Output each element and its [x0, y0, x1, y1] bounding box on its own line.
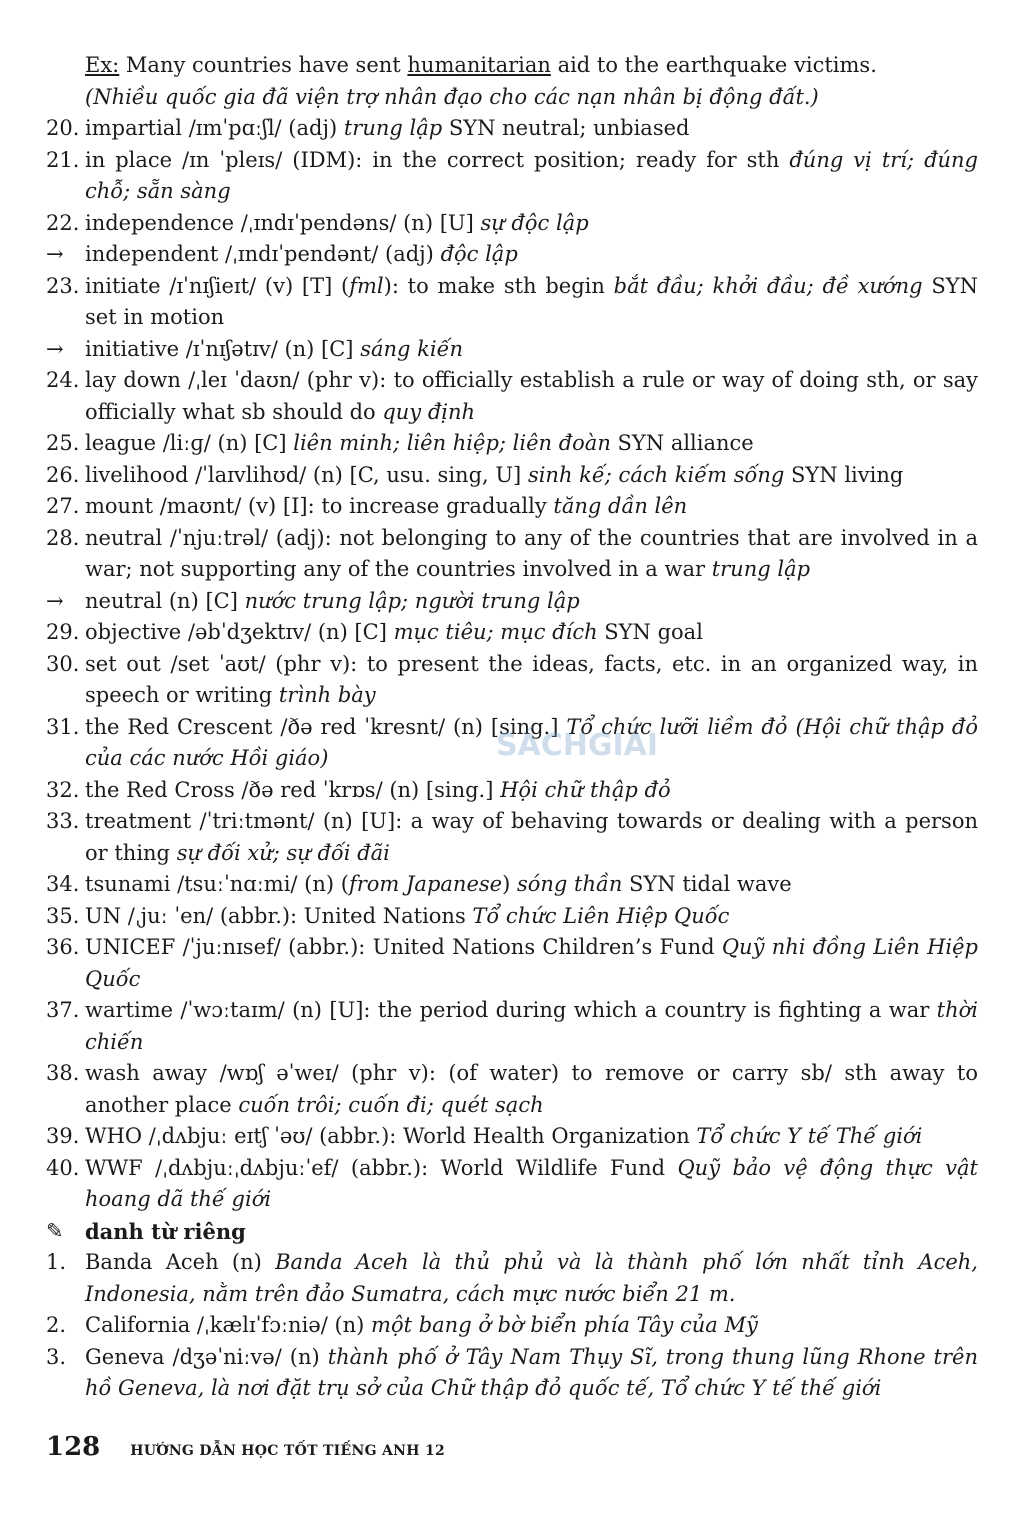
entry-english: lay down /ˌleɪ ˈdaʊn/ (phr v): to officially establish a rule or way of doing sth, or say officially what sb should do: [85, 368, 978, 424]
entry-vietnamese: một bang ở bờ biển phía Tây của Mỹ: [371, 1313, 758, 1337]
entry-vietnamese: sinh kế; cách kiếm sống: [527, 462, 785, 487]
entry-english-2: ): [502, 872, 517, 896]
entry-vietnamese: tăng dần lên: [553, 494, 688, 518]
vocab-entry: [46, 428, 978, 460]
proper-noun-entry: [46, 1342, 978, 1405]
entry-number: 37.: [46, 998, 80, 1022]
entry-english-2: ): to make sth begin: [383, 273, 614, 298]
vocab-entry: [46, 145, 978, 208]
watermark-logo: SÁCHGIẢI: [495, 727, 659, 763]
entry-english: WWF /ˌdʌbjuːˌdʌbjuːˈef/ (abbr.): World Wildlife Fund: [85, 1155, 678, 1180]
entry-vietnamese: Tổ chức lưỡi liềm đỏ (Hội chữ thập đỏ của các nước Hồi giáo): [85, 714, 978, 770]
entry-vietnamese: sự độc lập: [480, 210, 589, 235]
entry-number: 38.: [46, 1061, 80, 1085]
vocab-entry: [46, 775, 978, 807]
entry-vietnamese: sáng kiến: [360, 336, 464, 361]
entry-vietnamese: đúng vị trí; đúng chỗ; sẵn sàng: [85, 147, 979, 203]
example-label: Ex:: [85, 53, 120, 77]
vocab-entry: [46, 806, 978, 869]
entry-body: [85, 1247, 978, 1310]
proper-noun-entry: [46, 1247, 978, 1310]
entry-number: 26.: [46, 462, 80, 487]
entry-english-2: SYN alliance: [610, 431, 754, 455]
entry-english-2: SYN goal: [597, 620, 703, 644]
vocab-entry: [46, 869, 978, 901]
entry-body: [85, 365, 978, 428]
entry-english-2: SYN living: [784, 462, 904, 487]
entry-vietnamese: mục tiêu; mục đích: [393, 620, 598, 644]
vocab-entry: [46, 712, 978, 775]
entry-body: [85, 712, 978, 775]
entry-number: 32.: [46, 777, 80, 802]
entry-number: 28.: [46, 525, 80, 550]
vocab-entry: [46, 586, 978, 618]
entry-number: 22.: [46, 210, 80, 235]
vocab-entry: [46, 1121, 978, 1153]
page-number: 128: [46, 1432, 101, 1462]
entry-vietnamese: Quỹ bảo vệ động thực vật hoang dã thế giới: [85, 1155, 978, 1211]
entry-number: →: [46, 336, 64, 361]
entry-vietnamese: trung lập: [343, 116, 443, 140]
entry-english: initiate /ɪˈnɪʃieɪt/ (v) [T] (: [85, 273, 350, 298]
book-title: HƯỚNG DẪN HỌC TỐT TIẾNG ANH 12: [130, 1443, 446, 1459]
entry-english: independent /ˌɪndɪˈpendənt/ (adj): [85, 242, 441, 266]
entry-english: set out /set ˈaʊt/ (phr v): to present the ideas, facts, etc. in an organized way, in speech or writing: [85, 651, 978, 707]
section-heading: [46, 1216, 978, 1248]
entry-vietnamese: sự đối xử; sự đối đãi: [176, 840, 390, 865]
vocab-entry: [46, 113, 978, 145]
entry-vietnamese: thời chiến: [85, 998, 978, 1054]
vocab-entry: [46, 239, 978, 271]
entry-number: 27.: [46, 494, 80, 518]
entry-vietnamese: trung lập: [711, 557, 811, 581]
vocab-entry: [46, 271, 978, 334]
entry-body: [85, 428, 978, 460]
vocab-entry: [46, 1153, 978, 1216]
entry-english: wash away /wɒʃ əˈweɪ/ (phr v): (of water) to remove or carry sb/ sth away to another place: [85, 1061, 978, 1117]
entry-vietnamese: quy định: [382, 399, 476, 424]
entry-number: 36.: [46, 935, 80, 959]
entry-number: 39.: [46, 1124, 80, 1148]
entry-body: [85, 901, 978, 933]
vocab-entry: [46, 460, 978, 492]
vocab-entry: [46, 617, 978, 649]
section-title: danh từ riêng: [85, 1218, 246, 1244]
vocab-entry: [46, 208, 978, 240]
entry-english: the Red Crescent /ðə red ˈkresnt/ (n) [sing.]: [85, 714, 567, 739]
entry-body: [85, 869, 978, 901]
entry-number: 24.: [46, 368, 80, 392]
entry-body: [85, 932, 978, 995]
entry-body: [85, 1153, 978, 1216]
entry-number: 21.: [46, 147, 80, 172]
vocab-entry: [46, 649, 978, 712]
entry-english: UN /ˌjuː ˈen/ (abbr.): United Nations: [85, 903, 473, 928]
vocab-entry: [46, 365, 978, 428]
entry-english: wartime /ˈwɔːtaɪm/ (n) [U]: the period during which a country is fighting a war: [85, 998, 937, 1022]
entry-body: [85, 586, 978, 618]
entry-number: 33.: [46, 809, 80, 833]
vocab-entry: [46, 1058, 978, 1121]
entry-number: 23.: [46, 273, 80, 298]
entry-body: [85, 1342, 978, 1405]
entry-number: 35.: [46, 903, 80, 928]
entry-number: 20.: [46, 116, 80, 140]
entry-vietnamese: Tổ chức Y tế Thế giới: [696, 1124, 923, 1148]
entry-body: [85, 995, 978, 1058]
entry-english: California /ˌkælɪˈfɔːniə/ (n): [85, 1313, 372, 1337]
entry-body: [85, 775, 978, 807]
entry-vietnamese: liên minh; liên hiệp; liên đoàn: [293, 431, 611, 455]
entry-number: 40.: [46, 1155, 80, 1180]
vocab-entry: [46, 901, 978, 933]
entry-body: [85, 239, 978, 271]
entry-english: livelihood /ˈlaɪvlihʊd/ (n) [C, usu. sing, U]: [85, 462, 528, 487]
entry-vietnamese: nước trung lập; người trung lập: [244, 588, 580, 613]
entry-body: [85, 649, 978, 712]
entry-body: [85, 1310, 978, 1342]
entry-english: treatment /ˈtriːtmənt/ (n) [U]: a way of behaving towards or dealing with a person or thing: [85, 809, 978, 865]
entry-number: 31.: [46, 714, 80, 739]
entry-vietnamese-2: bắt đầu; khởi đầu; đề xướng: [613, 273, 923, 298]
example-text-after: aid to the earthquake victims.: [550, 53, 877, 77]
entry-english-3: SYN tidal wave: [622, 872, 792, 896]
entry-vietnamese: fml: [349, 273, 384, 298]
entry-number: →: [46, 242, 64, 266]
entry-body: [85, 145, 978, 208]
entry-body: [85, 806, 978, 869]
entry-body: [85, 523, 978, 586]
entry-vietnamese: Tổ chức Liên Hiệp Quốc: [472, 903, 730, 928]
entry-vietnamese: Banda Aceh là thủ phủ và là thành phố lớn nhất tỉnh Aceh, Indonesia, nằm trên đảo Sumatra, cách mực nước biển 21 m.: [85, 1250, 978, 1306]
entry-body: [85, 113, 978, 145]
entry-body: [85, 460, 978, 492]
example-translation: (Nhiều quốc gia đã viện trợ nhân đạo cho các nạn nhân bị động đất.): [85, 84, 819, 109]
entry-english: tsunami /tsuːˈnɑːmi/ (n) (: [85, 872, 349, 896]
entry-number: 25.: [46, 431, 80, 455]
entry-number: 29.: [46, 620, 80, 644]
entry-number: 30.: [46, 651, 80, 676]
vocab-entry: [46, 523, 978, 586]
entry-body: [85, 617, 978, 649]
example-sentence: [46, 50, 978, 82]
example-text-before: Many countries have sent: [119, 53, 408, 77]
entry-english: the Red Cross /ðə red ˈkrɒs/ (n) [sing.]: [85, 777, 501, 802]
entry-body: [85, 208, 978, 240]
entry-english: initiative /ɪˈnɪʃətɪv/ (n) [C]: [85, 336, 361, 361]
entry-number: 3.: [46, 1344, 67, 1369]
entry-english: UNICEF /ˈjuːnɪsef/ (abbr.): United Nations Children’s Fund: [85, 935, 722, 959]
entry-vietnamese: trình bày: [278, 683, 376, 707]
entry-english: neutral (n) [C]: [85, 588, 245, 613]
entry-english: neutral /ˈnjuːtrəl/ (adj): not belonging to any of the countries that are involved in a war; not supporting any of the countries involved in a war: [85, 525, 978, 581]
vocab-entry: [46, 491, 978, 523]
entry-english: impartial /ɪmˈpɑːʃl/ (adj): [85, 116, 344, 140]
vocab-entry: [46, 995, 978, 1058]
pencil-icon: ✎: [46, 1218, 64, 1243]
entry-number: →: [46, 588, 64, 613]
entry-body: [85, 491, 978, 523]
vocab-entry: [46, 932, 978, 995]
entry-body: [85, 334, 978, 366]
entry-vietnamese: độc lập: [440, 242, 518, 266]
entry-english-2: SYN neutral; unbiased: [442, 116, 690, 140]
example-underlined-word: humanitarian: [407, 53, 551, 77]
entry-vietnamese: thành phố ở Tây Nam Thụy Sĩ, trong thung lũng Rhone trên hồ Geneva, là nơi đặt trụ sở của Chữ thập đỏ quốc tế, Tổ chức Y tế thế giới: [85, 1344, 978, 1400]
entry-english: Geneva /dʒəˈniːvə/ (n): [85, 1344, 328, 1369]
entry-vietnamese: Quỹ nhi đồng Liên Hiệp Quốc: [85, 935, 978, 991]
entry-english: independence /ˌɪndɪˈpendəns/ (n) [U]: [85, 210, 481, 235]
entry-vietnamese: from Japanese: [348, 872, 503, 896]
entry-english: in place /ɪn ˈpleɪs/ (IDM): in the correct position; ready for sth: [85, 147, 790, 172]
entry-english: objective /əbˈdʒektɪv/ (n) [C]: [85, 620, 394, 644]
proper-noun-entry: [46, 1310, 978, 1342]
entry-vietnamese: cuốn trôi; cuốn đi; quét sạch: [238, 1092, 544, 1117]
entry-number: 34.: [46, 872, 80, 896]
entry-english: WHO /ˌdʌbjuː eɪtʃ ˈəʊ/ (abbr.): World Health Organization: [85, 1124, 697, 1148]
entry-english: Banda Aceh (n): [85, 1250, 276, 1274]
entry-number: 2.: [46, 1313, 67, 1337]
entry-number: 1.: [46, 1250, 67, 1274]
entry-english: mount /maʊnt/ (v) [I]: to increase gradually: [85, 494, 554, 518]
entry-body: [85, 1058, 978, 1121]
entry-vietnamese-2: sóng thần: [516, 872, 623, 896]
entry-body: [85, 271, 978, 334]
page-footer: [46, 1432, 978, 1462]
entry-english-3: SYN set in motion: [85, 273, 978, 329]
vocabulary-list: [46, 50, 978, 1405]
entry-vietnamese: Hội chữ thập đỏ: [500, 777, 671, 802]
entry-body: [85, 1121, 978, 1153]
entry-english: league /liːɡ/ (n) [C]: [85, 431, 294, 455]
vocab-entry: [46, 334, 978, 366]
